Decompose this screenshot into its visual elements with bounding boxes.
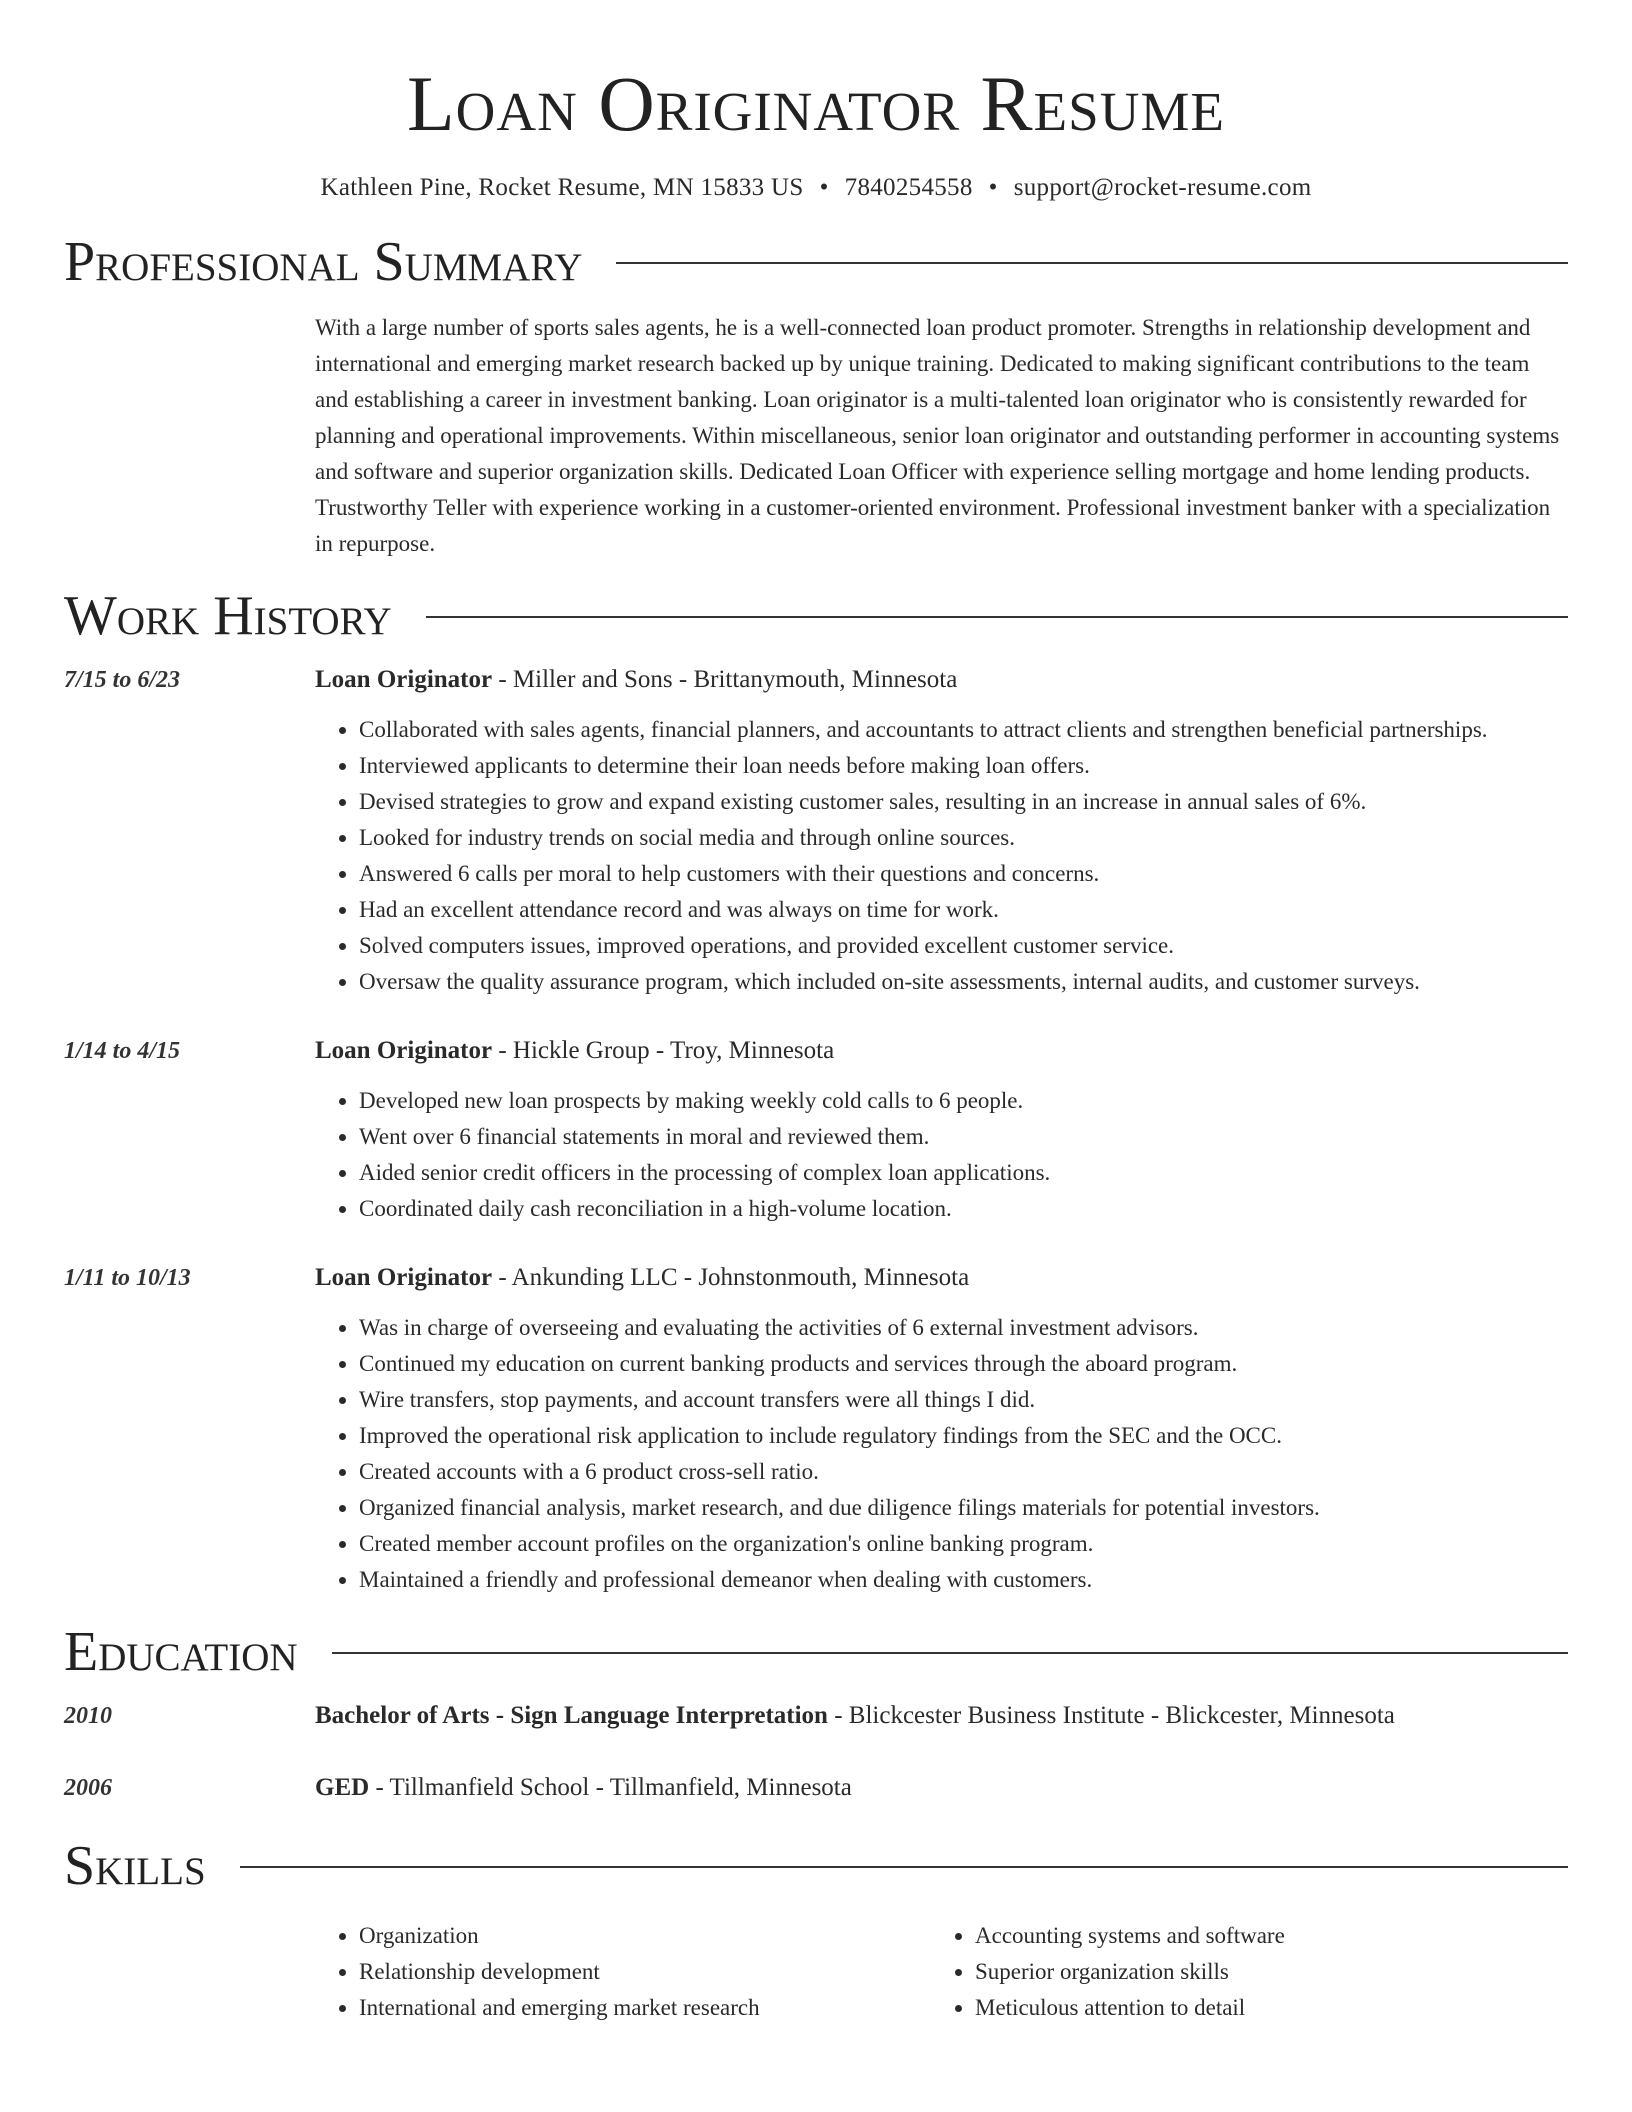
list-item: • Developed new loan prospects by making weekly cold calls to 6 people. xyxy=(359,1083,1568,1119)
list-item: • Improved the operational risk application to include regulatory findings from the SEC and the OCC. xyxy=(359,1418,1568,1454)
job-entry xyxy=(64,662,1568,1000)
job-info xyxy=(315,1260,1568,1296)
job-header xyxy=(64,1033,1568,1069)
list-item: • Looked for industry trends on social media and through online sources. xyxy=(359,820,1568,856)
list-item: • Continued my education on current banking products and services through the aboard program. xyxy=(359,1346,1568,1382)
job-bullets xyxy=(315,712,1568,1000)
list-item: • Coordinated daily cash reconciliation in a high-volume location. xyxy=(359,1191,1568,1227)
job-dates: 7/15 to 6/23 xyxy=(64,667,181,693)
job-entry xyxy=(64,1260,1568,1598)
list-item: • Collaborated with sales agents, financial planners, and accountants to attract clients and strengthen beneficial partnerships. xyxy=(359,712,1568,748)
education-section-header xyxy=(64,1622,1568,1682)
list-item: • Solved computers issues, improved operations, and provided excellent customer service. xyxy=(359,928,1568,964)
education-degree: Bachelor of Arts - Sign Language Interpretation xyxy=(315,1702,828,1729)
job-title: Loan Originator xyxy=(315,1037,493,1064)
job-bullets xyxy=(315,1083,1568,1227)
section-divider xyxy=(332,1652,1568,1654)
contact-separator: • xyxy=(819,174,829,201)
list-item: • Accounting systems and software xyxy=(975,1918,1568,1954)
job-bullets xyxy=(315,1310,1568,1598)
education-heading: Education xyxy=(64,1621,298,1683)
list-item: • Interviewed applicants to determine their loan needs before making loan offers. xyxy=(359,748,1568,784)
job-dates: 1/11 to 10/13 xyxy=(64,1265,191,1291)
education-info xyxy=(315,1770,1568,1806)
education-degree: GED xyxy=(315,1774,370,1801)
contact-phone: 7840254558 xyxy=(844,174,973,201)
section-divider xyxy=(616,262,1568,264)
contact-address: Kathleen Pine, Rocket Resume, MN 15833 US xyxy=(320,174,804,201)
job-dates: 1/14 to 4/15 xyxy=(64,1038,181,1064)
list-item: • Was in charge of overseeing and evaluating the activities of 6 external investment advisors. xyxy=(359,1310,1568,1346)
job-details: - Hickle Group - Troy, Minnesota xyxy=(492,1037,835,1064)
education-entry xyxy=(64,1698,1568,1734)
skills-list xyxy=(315,1918,1568,2026)
list-item: • Wire transfers, stop payments, and account transfers were all things I did. xyxy=(359,1382,1568,1418)
job-title: Loan Originator xyxy=(315,666,493,693)
list-item: • Meticulous attention to detail xyxy=(975,1990,1568,2026)
education-year: 2006 xyxy=(64,1775,112,1801)
work-heading: Work History xyxy=(64,585,392,647)
list-item: • Answered 6 calls per moral to help customers with their questions and concerns. xyxy=(359,856,1568,892)
section-divider xyxy=(426,616,1568,618)
job-header xyxy=(64,662,1568,698)
resume-page xyxy=(64,0,1568,2026)
summary-section-header xyxy=(64,232,1568,292)
list-item: • Organized financial analysis, market research, and due diligence filings materials for potential investors. xyxy=(359,1490,1568,1526)
education-info xyxy=(315,1698,1568,1734)
section-divider xyxy=(240,1866,1568,1868)
education-entry xyxy=(64,1770,1568,1806)
education-details: - Tillmanfield School - Tillmanfield, Minnesota xyxy=(369,1774,852,1801)
job-title: Loan Originator xyxy=(315,1264,493,1291)
education-year: 2010 xyxy=(64,1703,112,1729)
list-item: • Aided senior credit officers in the processing of complex loan applications. xyxy=(359,1155,1568,1191)
skills-heading: Skills xyxy=(64,1835,206,1897)
skills-column-left xyxy=(315,1918,931,2026)
job-entry xyxy=(64,1033,1568,1227)
list-item: • Went over 6 financial statements in moral and reviewed them. xyxy=(359,1119,1568,1155)
education-details: - Blickcester Business Institute - Blickcester, Minnesota xyxy=(827,1702,1395,1729)
list-item: • Devised strategies to grow and expand existing customer sales, resulting in an increase in annual sales of 6%. xyxy=(359,784,1568,820)
job-info xyxy=(315,662,1568,698)
list-item: • Maintained a friendly and professional demeanor when dealing with customers. xyxy=(359,1562,1568,1598)
summary-text: With a large number of sports sales agents, he is a well-connected loan product promoter. Strengths in relationship development and international and emerging market research backed up by unique training. Dedicated to making significant contributions to the team and establishing a career in investment banking. Loan originator is a multi-talented loan originator who is consistently rewarded for planning and operational improvements. Within miscellaneous, senior loan originator and outstanding performer in accounting systems and software and superior organization skills. Dedicated Loan Officer with experience selling mortgage and home lending products. Trustworthy Teller with experience working in a customer-oriented environment. Professional investment banker with a specialization in repurpose. xyxy=(315,315,1560,556)
list-item: • Organization xyxy=(359,1918,931,1954)
list-item: • Had an excellent attendance record and was always on time for work. xyxy=(359,892,1568,928)
list-item: • Relationship development xyxy=(359,1954,931,1990)
work-section-header xyxy=(64,586,1568,646)
job-details: - Ankunding LLC - Johnstonmouth, Minnesota xyxy=(492,1264,970,1291)
summary-heading: Professional Summary xyxy=(64,231,583,293)
list-item: • Superior organization skills xyxy=(975,1954,1568,1990)
skills-section-header xyxy=(64,1836,1568,1896)
resume-title: Loan Originator Resume xyxy=(407,60,1225,147)
contact-separator: • xyxy=(988,174,998,201)
contact-email: support@rocket-resume.com xyxy=(1013,174,1312,201)
list-item: • International and emerging market research xyxy=(359,1990,931,2026)
list-item: • Created member account profiles on the organization's online banking program. xyxy=(359,1526,1568,1562)
contact-line xyxy=(64,174,1568,202)
job-info xyxy=(315,1033,1568,1069)
job-details: - Miller and Sons - Brittanymouth, Minnesota xyxy=(492,666,958,693)
job-header xyxy=(64,1260,1568,1296)
skills-column-right xyxy=(931,1918,1568,2026)
list-item: • Oversaw the quality assurance program, which included on-site assessments, internal audits, and customer surveys. xyxy=(359,964,1568,1000)
list-item: • Created accounts with a 6 product cross-sell ratio. xyxy=(359,1454,1568,1490)
